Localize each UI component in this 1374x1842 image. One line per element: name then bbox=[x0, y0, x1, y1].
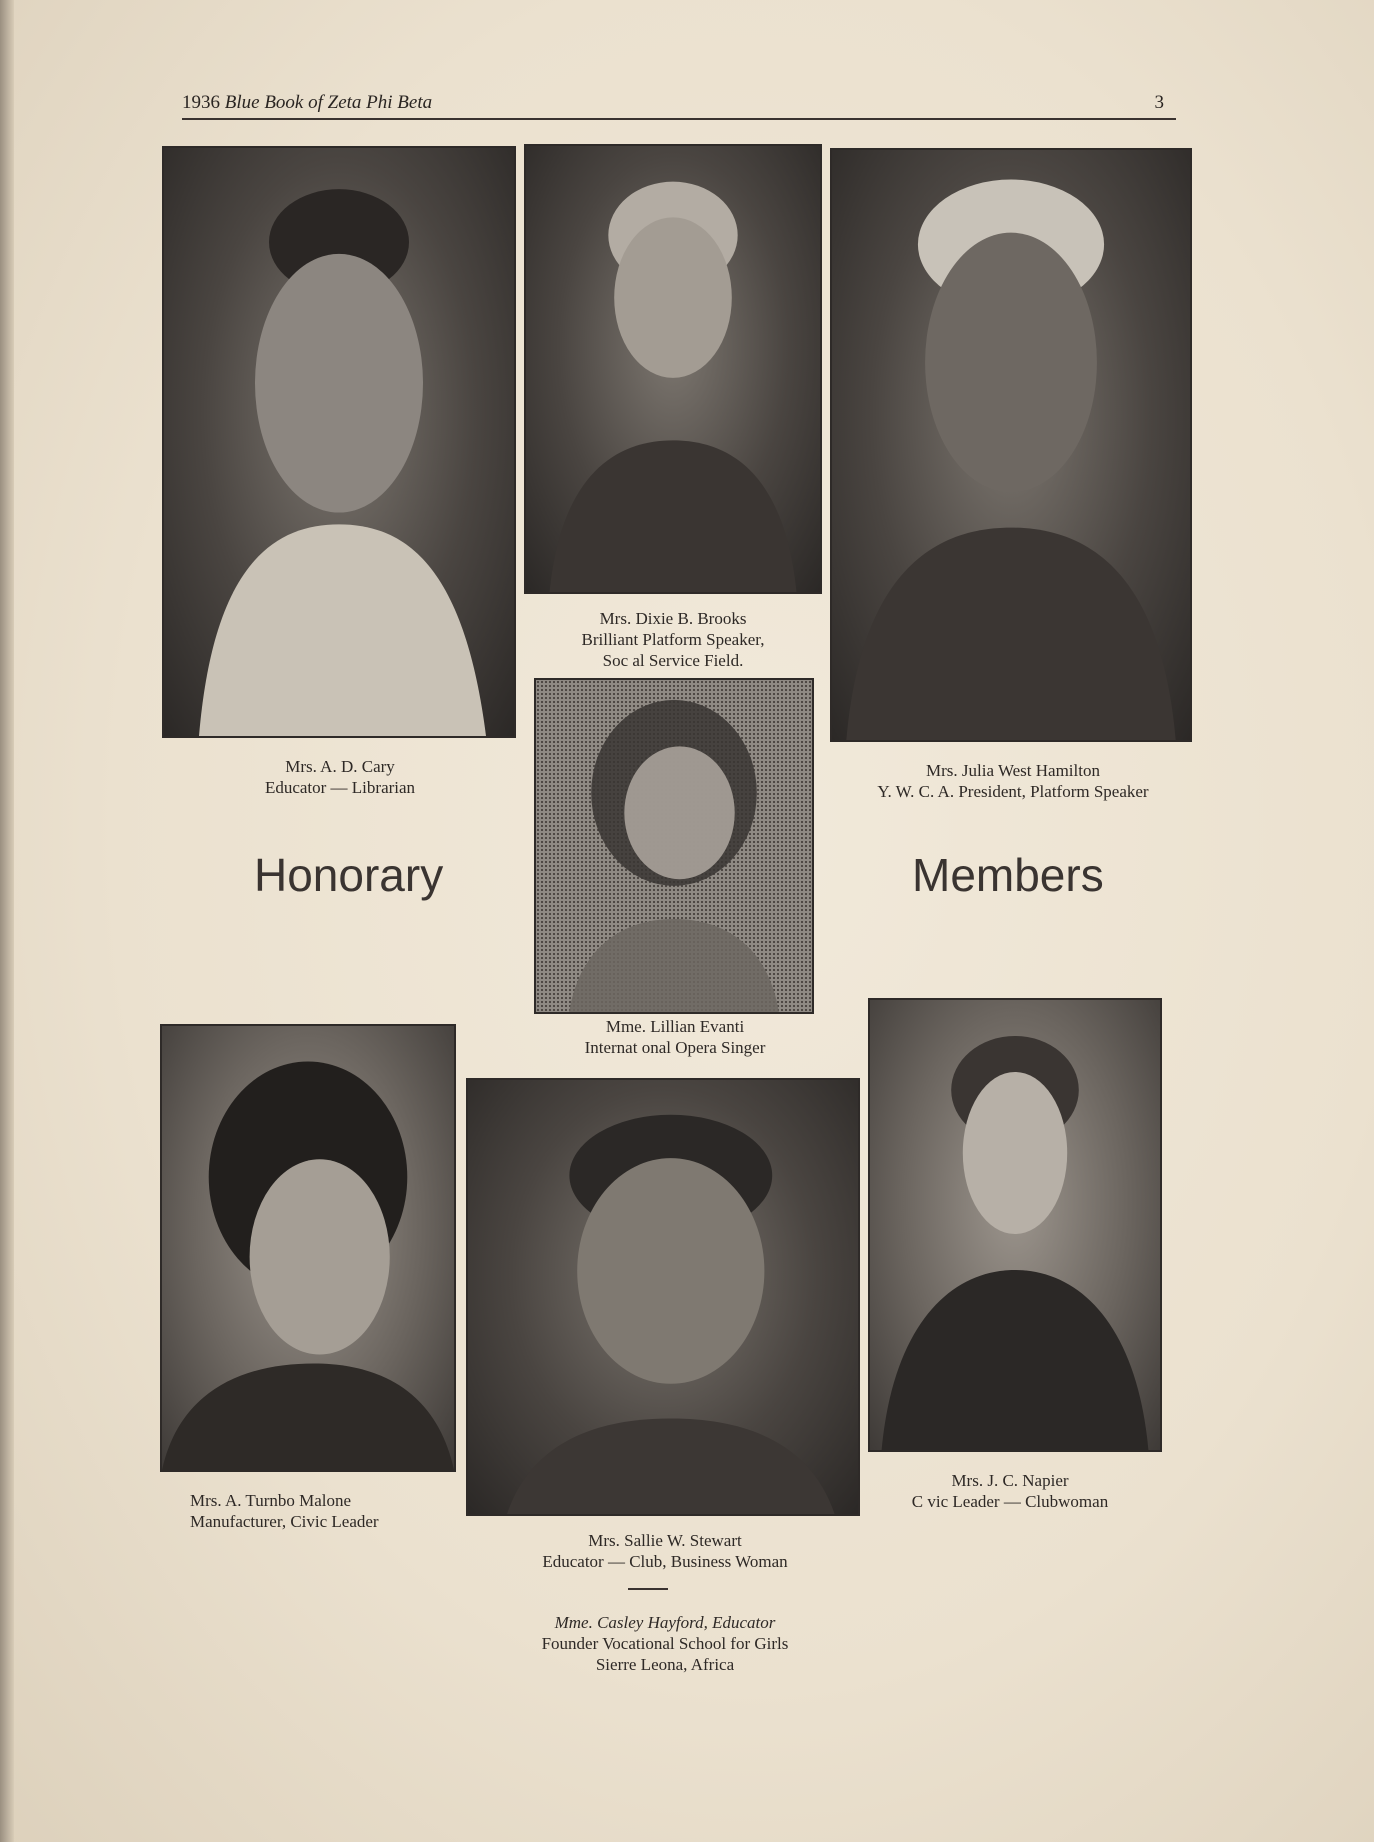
headline-honorary: Honorary bbox=[254, 849, 444, 901]
caption-role: C vic Leader — Clubwoman bbox=[911, 1492, 1109, 1511]
caption-name: Mme. Lillian Evanti bbox=[605, 1017, 745, 1036]
caption-name: Mrs. Julia West Hamilton bbox=[926, 761, 1100, 780]
caption-stewart bbox=[430, 1530, 900, 1572]
caption-role: Y. W. C. A. President, Platform Speaker bbox=[877, 782, 1149, 801]
caption-role: Manufacturer, Civic Leader bbox=[190, 1512, 379, 1531]
caption-malone bbox=[190, 1490, 460, 1532]
footer-note-line3: Sierre Leona, Africa bbox=[595, 1655, 735, 1674]
caption-role: Educator — Club, Business Woman bbox=[542, 1552, 788, 1571]
caption-hamilton bbox=[818, 760, 1208, 802]
portrait-photo-hamilton bbox=[830, 148, 1192, 742]
footer-note-name: Mme. Casley Hayford, Educator bbox=[554, 1613, 776, 1632]
caption-role: Brilliant Platform Speaker, bbox=[581, 630, 765, 649]
headline-members: Members bbox=[912, 849, 1104, 901]
caption-brooks bbox=[514, 608, 832, 671]
header-book-title: Blue Book of Zeta Phi Beta bbox=[224, 92, 433, 113]
footer-note-line2: Founder Vocational School for Girls bbox=[541, 1634, 789, 1653]
portrait-photo-cary bbox=[162, 146, 516, 738]
portrait-photo-napier bbox=[868, 998, 1162, 1452]
header-title bbox=[182, 92, 432, 114]
caption-role-line2: Soc al Service Field. bbox=[602, 651, 744, 670]
caption-evanti bbox=[520, 1016, 830, 1058]
portrait-photo-malone bbox=[160, 1024, 456, 1472]
caption-name: Mrs. A. D. Cary bbox=[285, 757, 395, 776]
caption-name: Mrs. Sallie W. Stewart bbox=[588, 1531, 742, 1550]
caption-name: Mrs. Dixie B. Brooks bbox=[599, 609, 747, 628]
caption-name: Mrs. A. Turnbo Malone bbox=[190, 1491, 352, 1510]
caption-cary bbox=[160, 756, 520, 798]
caption-role: Educator — Librarian bbox=[264, 778, 416, 797]
footer-note bbox=[430, 1612, 900, 1675]
portrait-photo-brooks bbox=[524, 144, 822, 594]
caption-role: Internat onal Opera Singer bbox=[584, 1038, 766, 1057]
caption-napier bbox=[860, 1470, 1160, 1512]
header-year: 1936 bbox=[182, 92, 220, 113]
portrait-photo-evanti bbox=[534, 678, 814, 1014]
running-header bbox=[182, 90, 1176, 120]
page-spine-edge bbox=[0, 0, 14, 1842]
caption-divider bbox=[628, 1588, 668, 1590]
caption-name: Mrs. J. C. Napier bbox=[951, 1471, 1069, 1490]
portrait-photo-stewart bbox=[466, 1078, 860, 1516]
page-number: 3 bbox=[1154, 92, 1164, 113]
